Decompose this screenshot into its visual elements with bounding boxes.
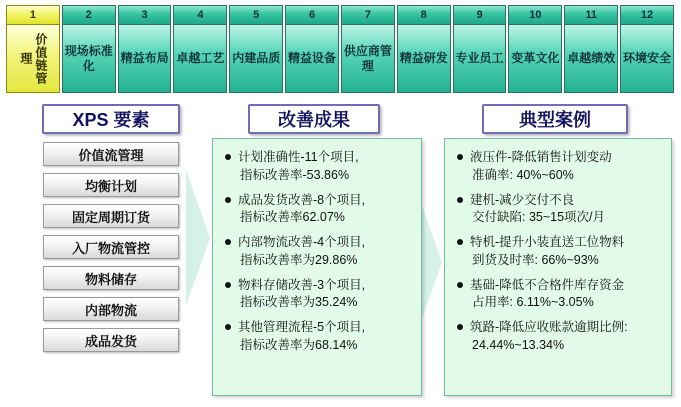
module-9-number: 9: [453, 5, 507, 25]
xps-element-item[interactable]: 价值流管理: [43, 142, 179, 166]
list-item-line2: 指标改善率为68.14%: [240, 337, 358, 352]
bullet-icon: [225, 324, 231, 330]
module-12-number: 12: [620, 5, 674, 25]
module-5-number: 5: [229, 5, 283, 25]
section-header-results: 改善成果: [248, 104, 380, 134]
module-9-label: 专业员工: [453, 25, 507, 93]
list-item-line2: 准确率: 40%~60%: [472, 167, 574, 182]
bullet-icon: [225, 282, 231, 288]
xps-element-item[interactable]: 物料储存: [43, 266, 179, 290]
list-item-line2: 交付缺陷: 35~15项次/月: [472, 210, 606, 225]
module-3-number: 3: [118, 5, 172, 25]
module-1-label: 价值链管理: [6, 25, 60, 93]
list-item: [225, 192, 411, 228]
list-item-line1: 建机-减少交付不良: [470, 192, 575, 207]
list-item: [457, 192, 661, 228]
module-3-label: 精益布局: [118, 25, 172, 93]
xps-element-item[interactable]: 内部物流: [43, 297, 179, 321]
module-1-number: 1: [6, 5, 60, 25]
module-7[interactable]: [341, 5, 395, 93]
xps-element-list: [43, 142, 179, 352]
module-2[interactable]: [62, 5, 116, 93]
module-10-label: 变革文化: [508, 25, 562, 93]
bullet-icon: [457, 239, 463, 245]
list-item-line2: 到货及时率: 66%~93%: [472, 252, 599, 267]
list-item: [225, 319, 411, 355]
list-item-line1: 成品发货改善-8个项目,: [238, 192, 366, 207]
module-10[interactable]: [508, 5, 562, 93]
arrow-right-icon-2: [420, 200, 442, 324]
arrow-right-icon-1: [186, 170, 210, 306]
bullet-icon: [225, 239, 231, 245]
list-item-line1: 物料存储改善-3个项目,: [238, 277, 366, 292]
list-item: [457, 149, 661, 185]
list-item-line2: 指标改善率为29.86%: [240, 252, 358, 267]
module-4-label: 卓越工艺: [173, 25, 227, 93]
module-4-number: 4: [173, 5, 227, 25]
module-11-number: 11: [564, 5, 618, 25]
list-item: [457, 277, 661, 313]
xps-element-item[interactable]: 均衡计划: [43, 173, 179, 197]
module-10-number: 10: [508, 5, 562, 25]
module-2-number: 2: [62, 5, 116, 25]
module-6[interactable]: [285, 5, 339, 93]
module-5[interactable]: [229, 5, 283, 93]
module-1[interactable]: [6, 5, 60, 93]
module-6-label: 精益设备: [285, 25, 339, 93]
list-item-line1: 内部物流改善-4个项目,: [238, 235, 366, 249]
module-3[interactable]: [118, 5, 172, 93]
list-item-line1: 特机-提升小装直送工位物料: [470, 235, 625, 249]
module-9[interactable]: [453, 5, 507, 93]
module-12-label: 环境安全: [620, 25, 674, 93]
list-item-line2: 24.44%~13.34%: [472, 337, 565, 352]
list-item-line2: 占用率: 6.11%~3.05%: [472, 295, 594, 310]
value-chain-module-row: [6, 5, 674, 93]
list-item: [457, 319, 661, 355]
bullet-icon: [457, 197, 463, 203]
list-item: [225, 234, 411, 270]
xps-element-item[interactable]: 成品发货: [43, 328, 179, 352]
module-6-number: 6: [285, 5, 339, 25]
bullet-icon: [225, 197, 231, 203]
module-5-label: 内建品质: [229, 25, 283, 93]
list-item-line2: 指标改善率为35.24%: [240, 295, 358, 310]
list-item: [225, 277, 411, 313]
cases-panel: [444, 138, 672, 396]
list-item-line1: 其他管理流程-5个项目,: [238, 320, 366, 334]
xps-element-item[interactable]: 固定周期订货: [43, 204, 179, 228]
module-8-number: 8: [397, 5, 451, 25]
section-header-xps: XPS 要素: [42, 104, 180, 134]
module-11-label: 卓越绩效: [564, 25, 618, 93]
module-8-label: 精益研发: [397, 25, 451, 93]
module-2-label: 现场标准化: [62, 25, 116, 93]
bullet-icon: [457, 154, 463, 160]
list-item-line1: 基础-降低不合格件库存资金: [470, 277, 625, 292]
module-12[interactable]: [620, 5, 674, 93]
list-item: [457, 234, 661, 270]
results-panel: [212, 138, 422, 396]
xps-element-item[interactable]: 入厂物流管控: [43, 235, 179, 259]
list-item: [225, 149, 411, 185]
bullet-icon: [225, 154, 231, 160]
bullet-icon: [457, 282, 463, 288]
section-header-cases: 典型案例: [482, 104, 628, 134]
module-7-label: 供应商管理: [341, 25, 395, 93]
list-item-line2: 指标改善率62.07%: [240, 210, 345, 225]
module-11[interactable]: [564, 5, 618, 93]
module-8[interactable]: [397, 5, 451, 93]
module-7-number: 7: [341, 5, 395, 25]
bullet-icon: [457, 324, 463, 330]
list-item-line2: 指标改善率-53.86%: [240, 167, 350, 182]
module-4[interactable]: [173, 5, 227, 93]
list-item-line1: 计划准确性-11个项目,: [238, 150, 359, 164]
list-item-line1: 筑路-降低应收账款逾期比例:: [470, 320, 628, 334]
list-item-line1: 液压件-降低销售计划变动: [470, 150, 612, 164]
